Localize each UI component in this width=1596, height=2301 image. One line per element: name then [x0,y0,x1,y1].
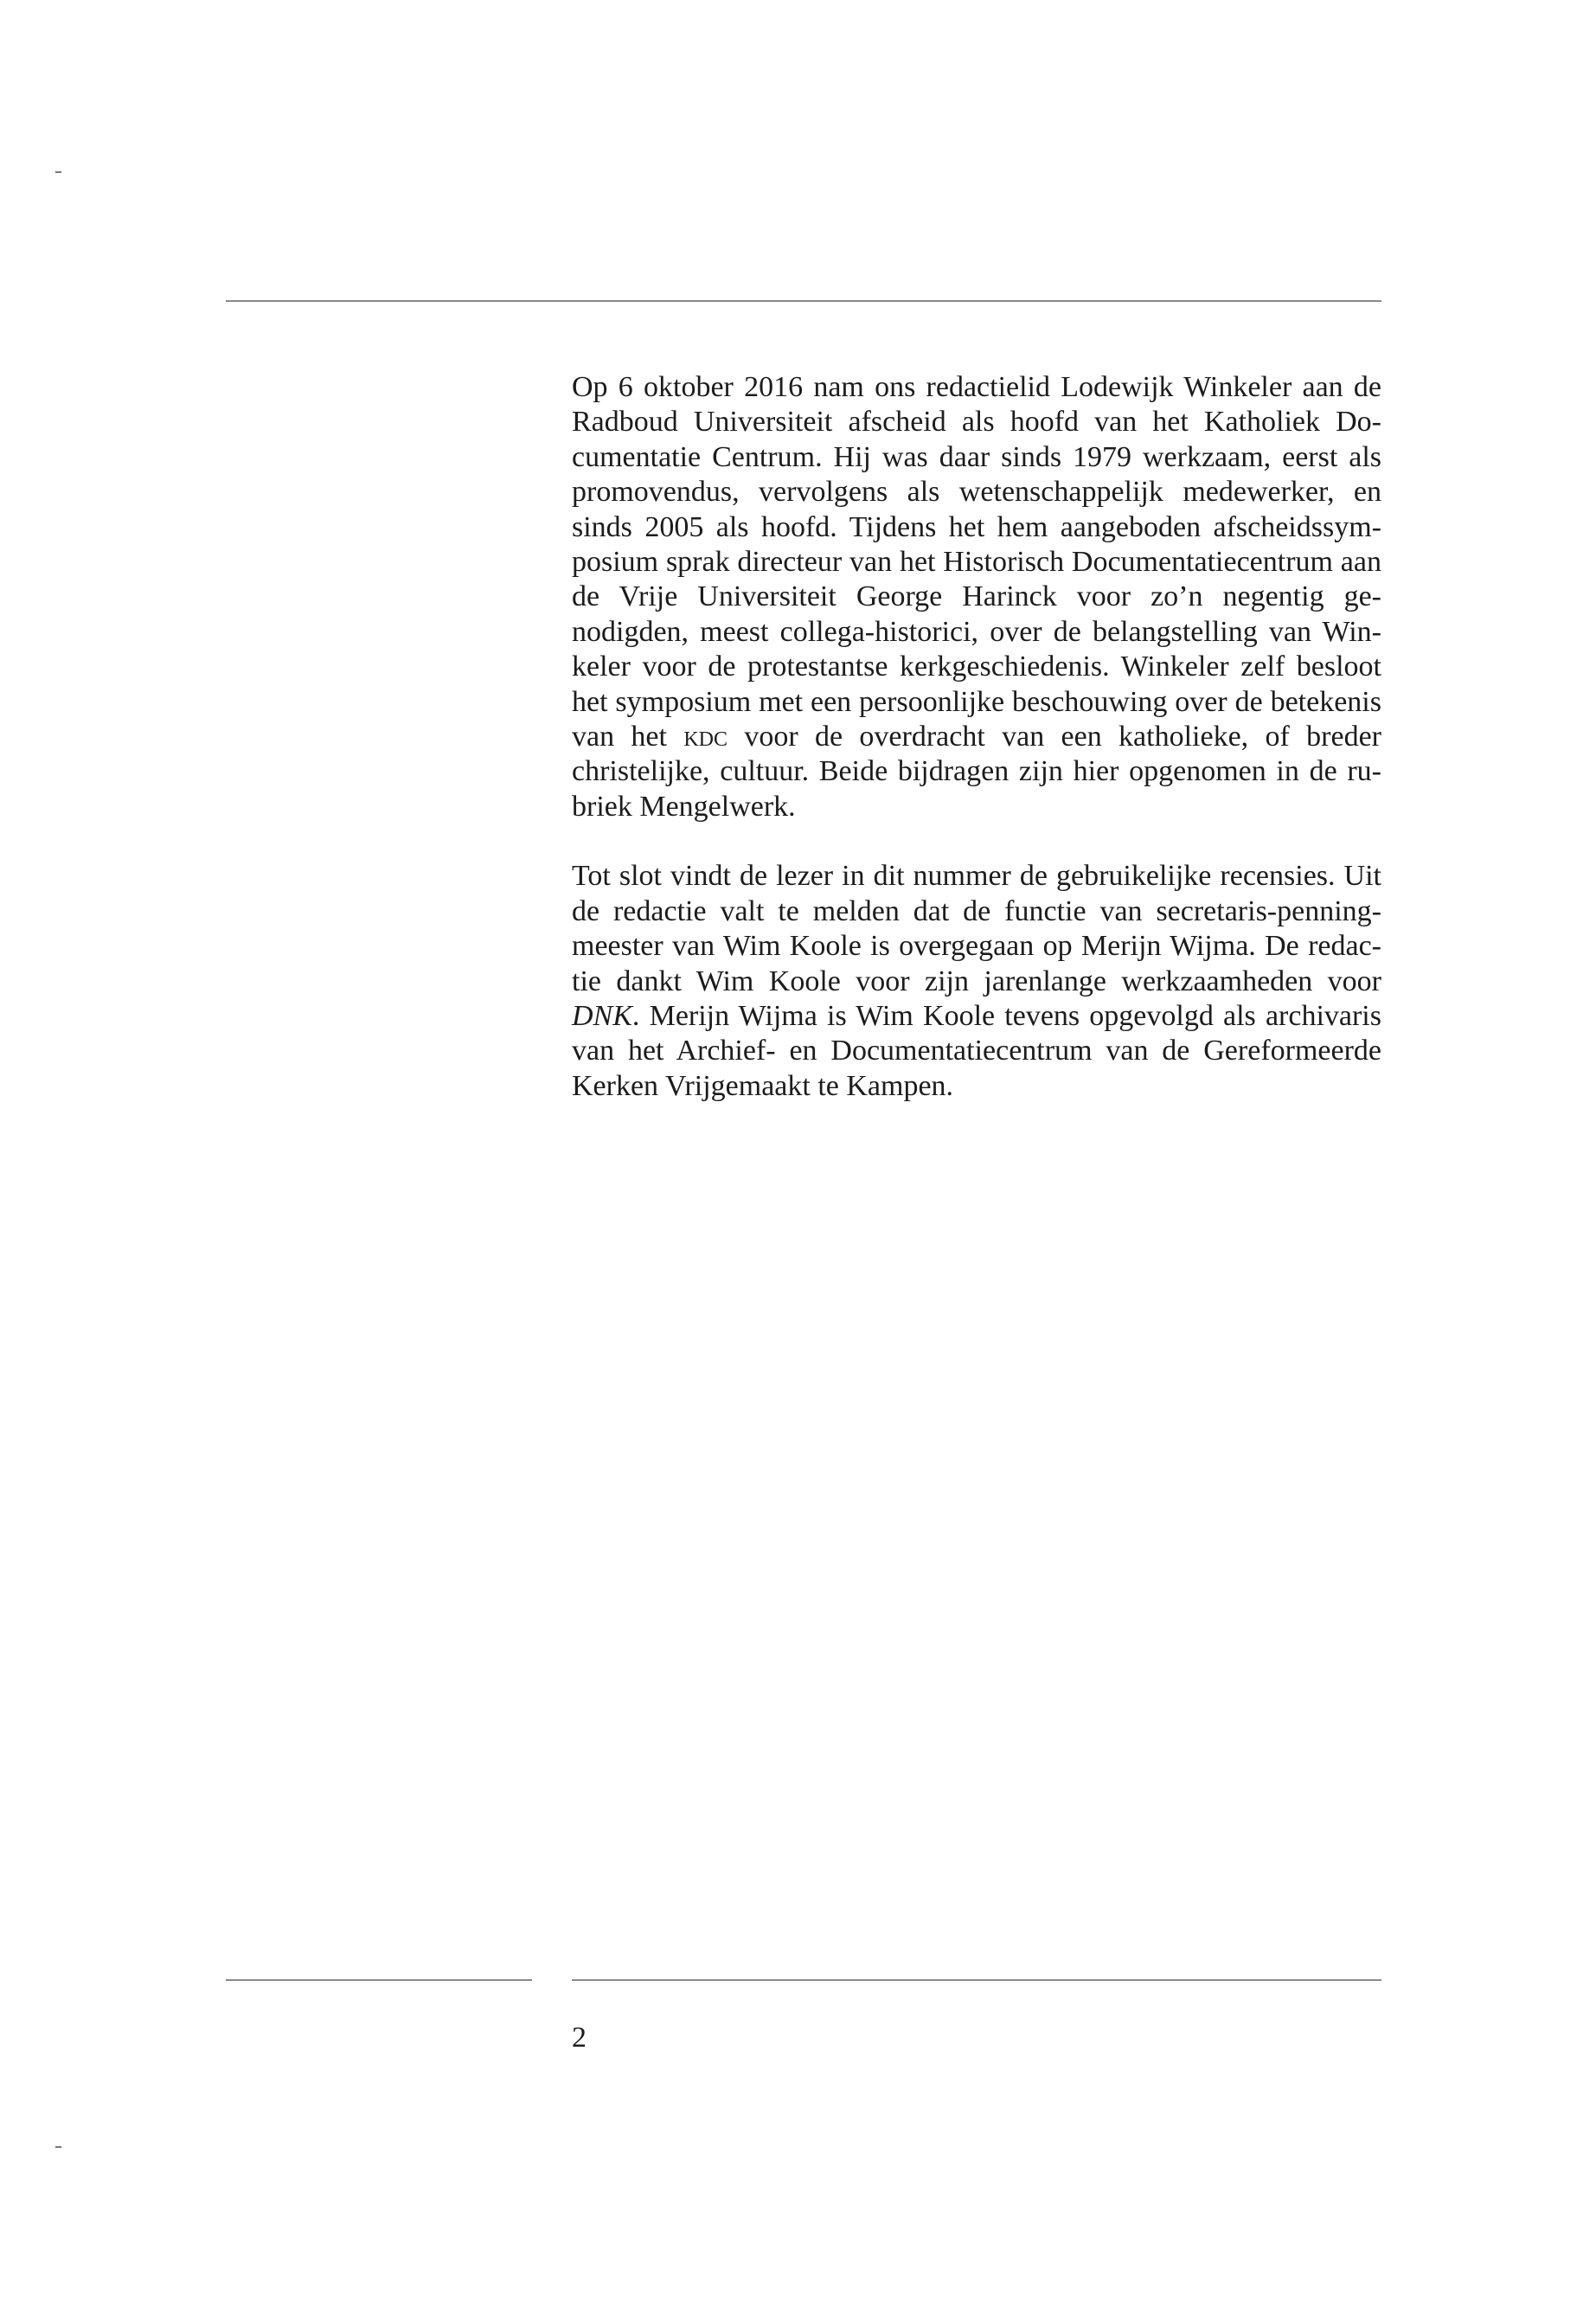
paragraph-editorial-news [572,859,1381,1104]
year-2005: 2005 [644,510,704,543]
text-run: werkzaam, eerst als promovendus, vervolgens als wetenschappelijk medewerker, en sinds [572,440,1381,543]
year-2016: 2016 [744,371,804,403]
text-run: Tot slot vindt de lezer in dit nummer de gebruikelijke recensies. Uit de redactie valt te melden dat de functie van secretaris-penningmeester van Wim Koole is overgegaan op Merijn Wijma. De redactie dankt Wim Koole voor zijn jarenlange werkzaamheden voor [572,860,1381,997]
text-run: als hoofd. Tijdens het hem aangeboden afscheidssymposium sprak directeur van het Historisch Documentatiecentrum aan de Vrije Universiteit George Harinck voor zo’n negentig genodigden, meest collega-historici, over de belangstelling van Winkeler voor de protestantse kerkgeschiedenis. Winkeler zelf besloot het symposium met een persoonlijke beschouwing over de betekenis van het [572,510,1381,753]
year-1979: 1979 [1073,440,1132,473]
crop-mark-top [55,171,61,173]
text-run: . Merijn Wijma is Wim Koole tevens opgevolgd als archivaris van het Archief- en Documentatiecentrum van de Gereformeerde Kerken Vrijgemaakt te Kampen. [572,999,1381,1102]
text-run: voor de overdracht van een katholieke, of breder christelijke, cultuur. Beide bijdragen zijn hier opgenomen in de rubriek Mengelwerk. [572,721,1381,823]
page-number: 2 [572,2022,586,2054]
text-run: nam ons redactielid Lodewijk Winkeler aan de Radboud Universiteit afscheid als hoofd van het Katholiek Documentatie Centrum. Hij was daar sinds [572,371,1381,473]
body-text [572,370,1381,1104]
crop-mark-bottom [55,2146,61,2148]
abbreviation-kdc: kdc [683,721,727,753]
header-rule [226,300,1381,302]
journal-title-dnk: DNK [572,999,632,1032]
footer-rule-left [226,1979,532,1981]
date-day: 6 [618,371,633,403]
footer-rule-right [572,1979,1381,1981]
paragraph-farewell [572,370,1381,824]
text-run: oktober [632,371,745,403]
text-run: Op [572,371,619,403]
